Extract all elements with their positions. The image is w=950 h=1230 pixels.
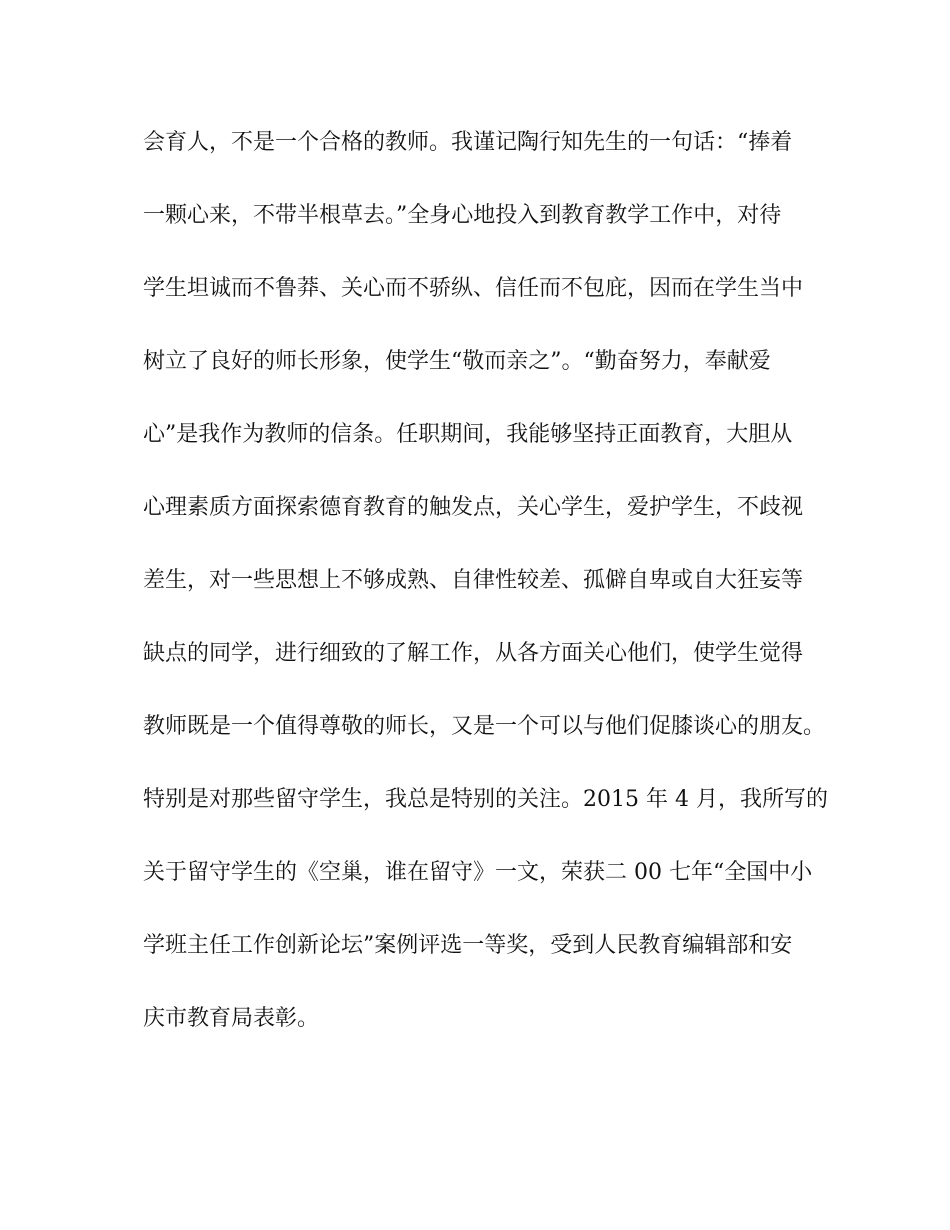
text-line: 会育人，不是一个合格的教师。我谨记陶行知先生的一句话：“捧着 bbox=[143, 130, 793, 155]
text-line: 庆市教育局表彰。 bbox=[143, 1006, 320, 1031]
text-line: 关于留守学生的《空巢，谁在留守》一文，荣获二 00 七年“全国中小 bbox=[143, 860, 813, 885]
body-paragraph bbox=[143, 124, 843, 1073]
text-line: 教师既是一个值得尊敬的师长，又是一个可以与他们促膝谈心的朋友。 bbox=[143, 714, 826, 739]
text-line: 学班主任工作创新论坛”案例评选一等奖，受到人民教育编辑部和安 bbox=[143, 933, 793, 958]
text-line: 特别是对那些留守学生，我总是特别的关注。2015 年 4 月，我所写的 bbox=[143, 787, 828, 812]
text-line: 缺点的同学，进行细致的了解工作，从各方面关心他们，使学生觉得 bbox=[143, 641, 804, 666]
text-line: 心”是我作为教师的信条。任职期间，我能够坚持正面教育，大胆从 bbox=[143, 422, 793, 447]
text-line: 心理素质方面探索德育教育的触发点，关心学生，爱护学生，不歧视 bbox=[143, 495, 804, 520]
text-line: 一颗心来，不带半根草去。”全身心地投入到教育教学工作中，对待 bbox=[143, 203, 782, 228]
text-line: 差生，对一些思想上不够成熟、自律性较差、孤僻自卑或自大狂妄等 bbox=[143, 568, 804, 593]
text-line: 树立了良好的师长形象，使学生“敬而亲之”。“勤奋努力，奉献爱 bbox=[143, 349, 771, 374]
text-line: 学生坦诚而不鲁莽、关心而不骄纵、信任而不包庇，因而在学生当中 bbox=[143, 276, 804, 301]
